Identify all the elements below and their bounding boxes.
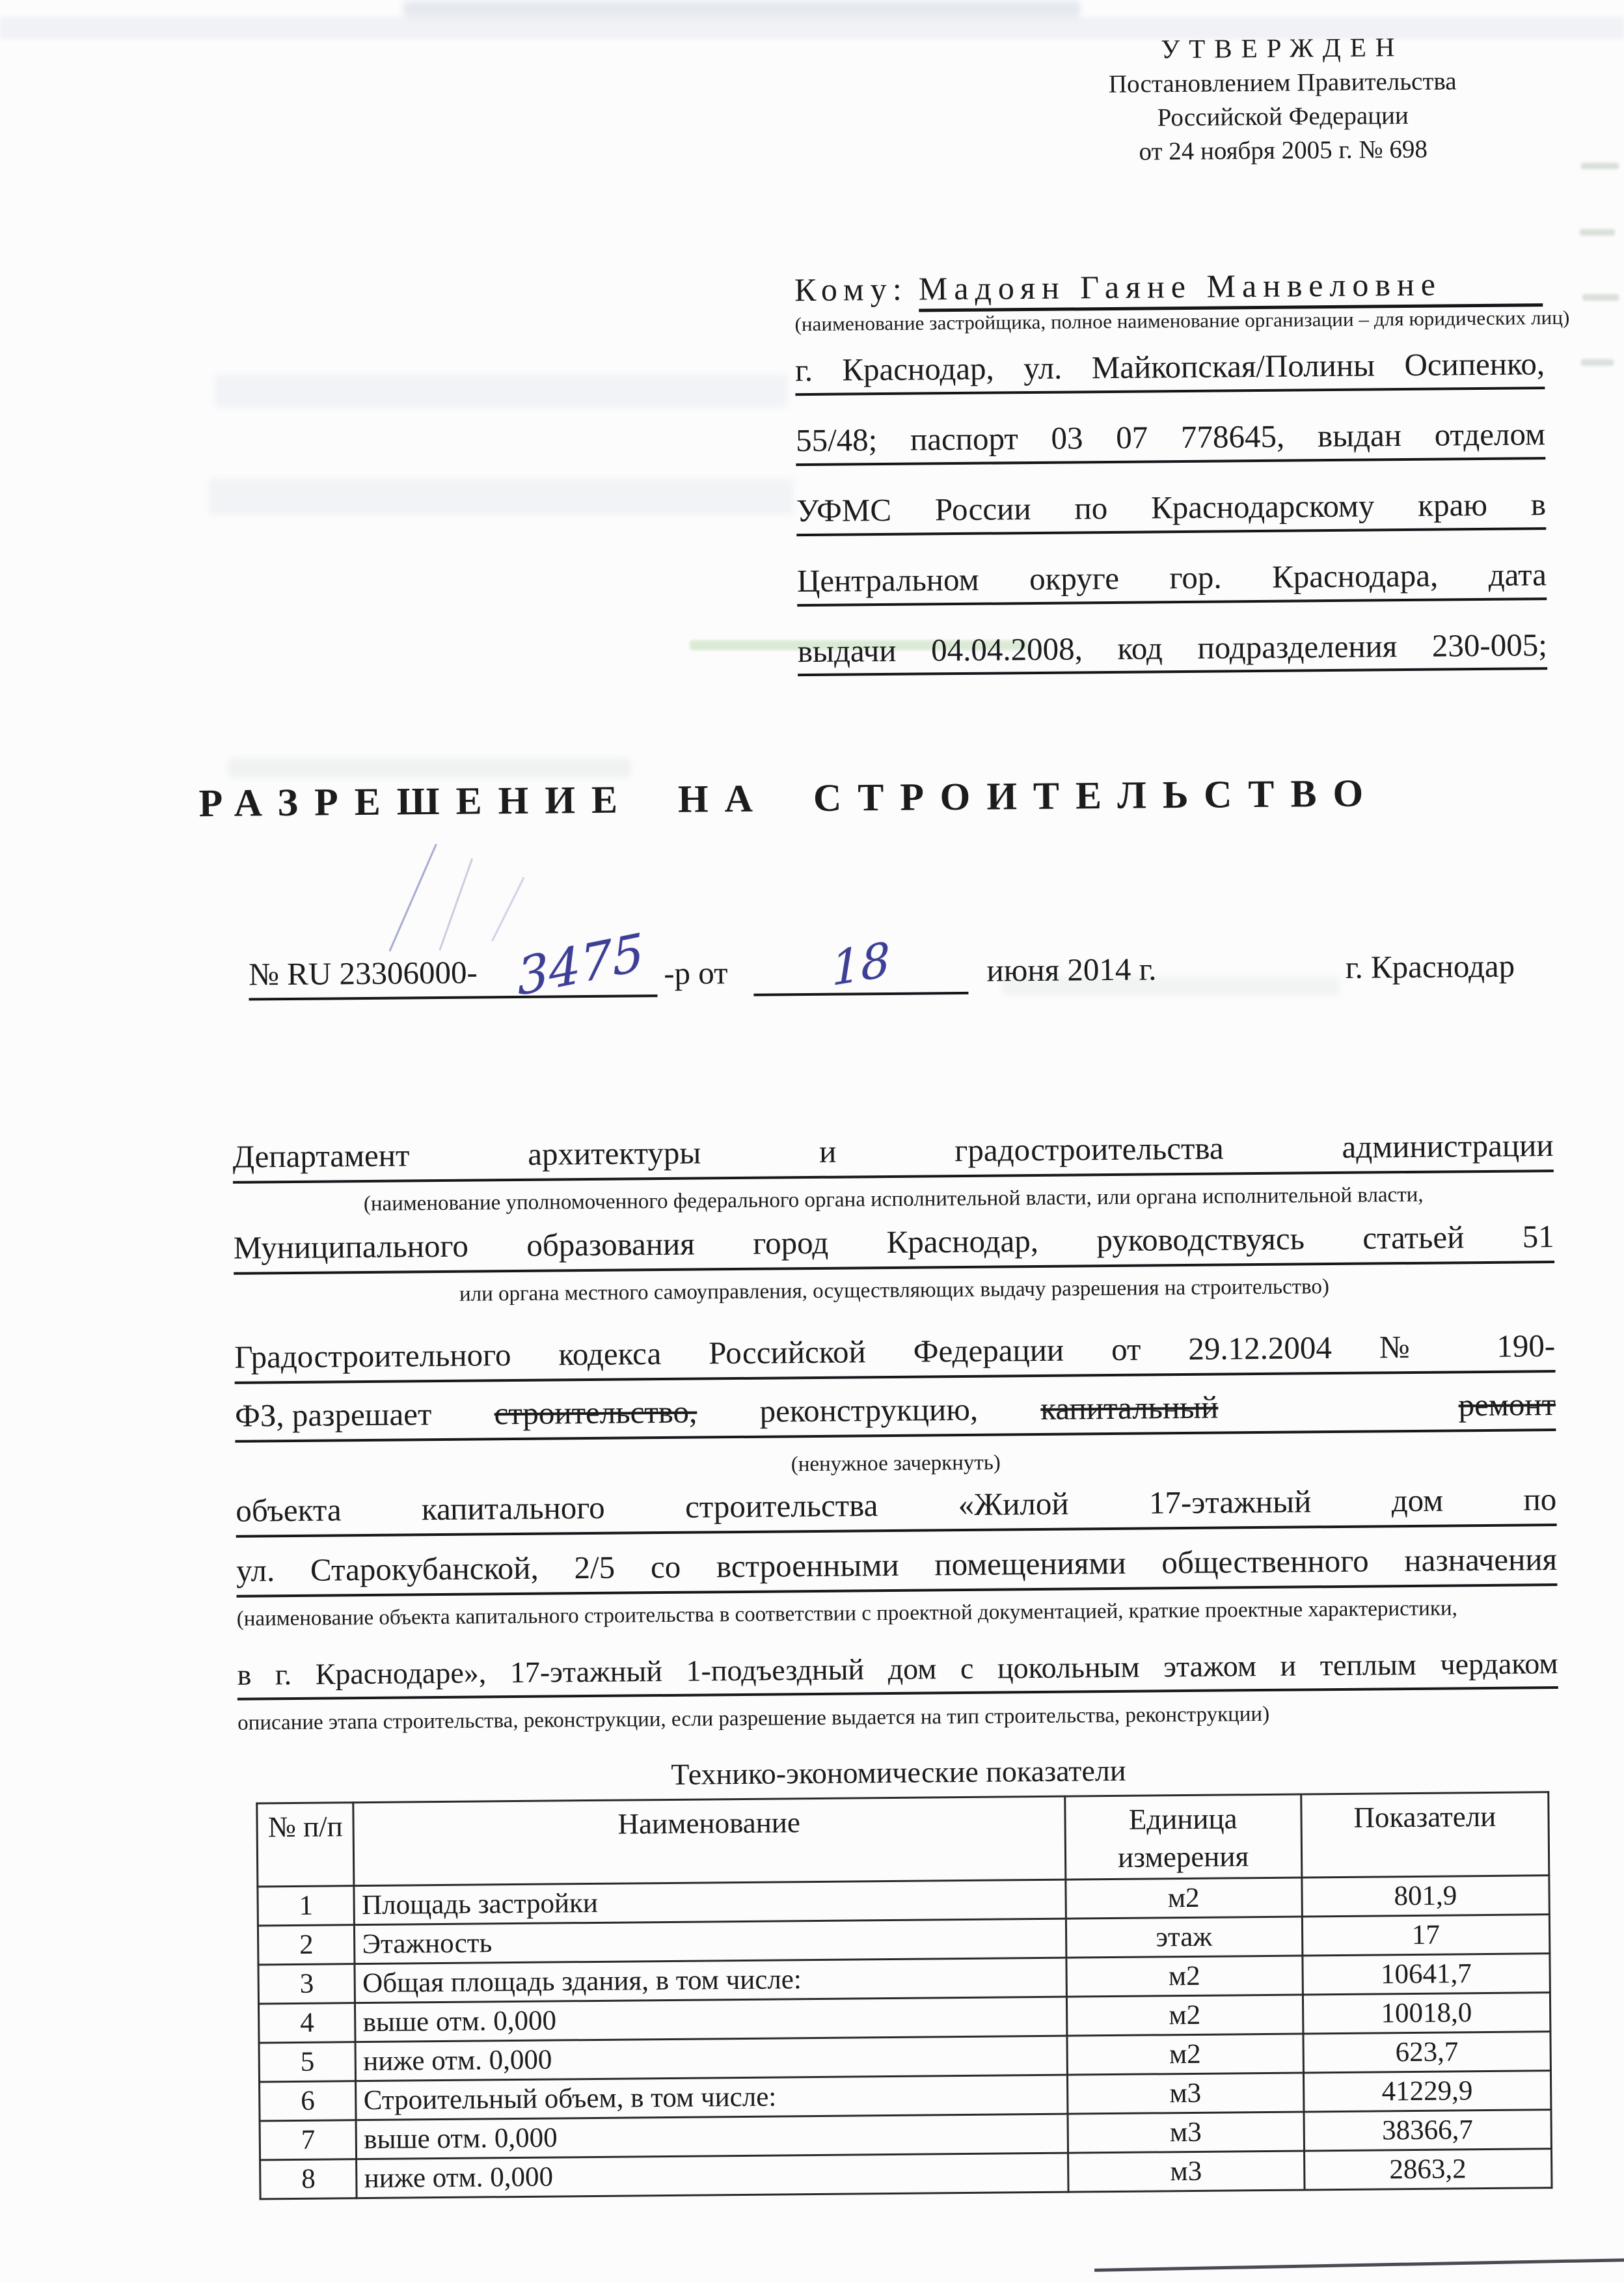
row-name: ниже отм. 0,000 [355, 2036, 1067, 2081]
row-name: Общая площадь здания, в том числе: [355, 1958, 1066, 2003]
issuing-authority-line: Департамент архитектуры и градостроительства администрации [232, 1127, 1554, 1184]
recipient-line [794, 264, 1543, 313]
pen-stroke-artifact [491, 877, 525, 942]
column-header-unit: Единица измерения [1064, 1794, 1301, 1880]
handwritten-permit-number: 3475 [515, 923, 646, 1008]
row-name: ниже отм. 0,000 [357, 2153, 1068, 2198]
recipient-hint: (наименование застройщика, полное наименование организации – для юридических лиц) [794, 307, 1570, 336]
object-description-line: в г. Краснодаре», 17-этажный 1-подъездный дом с цокольным этажом и теплым чердаком [237, 1647, 1558, 1701]
row-name: выше отм. 0,000 [357, 2114, 1068, 2159]
row-value: 2863,2 [1304, 2149, 1552, 2190]
pen-stroke-artifact [388, 843, 437, 951]
object-description-hint: описание этапа строительства, реконструкции, если разрешение выдается на тип строительства, реконструкции) [237, 1702, 1270, 1735]
permit-number-line [248, 923, 1522, 1008]
permit-action-capital: капитальный [1040, 1389, 1219, 1427]
municipality-hint: или органа местного самоуправления, осуществляющих выдачу разрешения на строительство) [459, 1275, 1330, 1306]
row-unit: м2 [1066, 1956, 1303, 1997]
address-line: выдачи 04.04.2008, код подразделения 230-005; [798, 627, 1548, 677]
row-number: 3 [258, 1964, 355, 2004]
row-number: 4 [258, 2003, 355, 2043]
recipient-name: Мадоян Гаяне Манвеловне [919, 264, 1543, 312]
strike-unneeded-hint: (ненужное зачеркнуть) [791, 1451, 1001, 1477]
permit-date-blank [754, 931, 969, 997]
row-number: 8 [260, 2159, 357, 2199]
row-number: 1 [258, 1886, 355, 1926]
municipality-line: Муниципального образования город Краснодар, руководствуясь статьей 51 [234, 1218, 1555, 1275]
row-value: 38366,7 [1303, 2110, 1551, 2151]
permit-number-suffix: -р от [663, 954, 728, 991]
row-unit: этаж [1066, 1917, 1302, 1958]
permit-number-prefix [248, 923, 658, 1008]
object-name-hint: (наименование объекта капитального строительства в соответствии с проектной документацией, краткие проектные характеристики, [236, 1596, 1457, 1631]
row-value: 41229,9 [1303, 2071, 1551, 2112]
row-number: 7 [260, 2120, 357, 2160]
recipient-address-block [795, 346, 1548, 704]
permit-action-allows: ФЗ, разрешает [234, 1396, 432, 1434]
permit-month-year: июня 2014 г. [986, 951, 1157, 989]
address-line: 55/48; паспорт 03 07 778645, выдан отделом [796, 417, 1546, 466]
permit-number-prefix-text: № RU 23306000- [248, 954, 478, 992]
permit-action-capital-repair-struck [1040, 1386, 1556, 1427]
row-name: Площадь застройки [354, 1880, 1066, 1925]
row-value: 10641,7 [1302, 1954, 1550, 1995]
column-header-value: Показатели [1301, 1792, 1549, 1878]
permit-action-reconstruction: реконструкцию, [759, 1391, 979, 1429]
row-name: Этажность [355, 1919, 1066, 1964]
permit-action-repair: ремонт [1458, 1386, 1556, 1423]
row-value: 10018,0 [1303, 1993, 1550, 2034]
column-header-name: Наименование [353, 1796, 1065, 1886]
row-unit: м3 [1068, 2151, 1304, 2192]
indicators-table [256, 1791, 1552, 2200]
permit-action-line [235, 1386, 1556, 1443]
object-name-line-1: объекта капитального строительства «Жилой 17-этажный дом по [236, 1481, 1557, 1538]
issuing-authority-hint: (наименование уполномоченного федерального органа исполнительной власти, или органа исполнительной власти, [363, 1183, 1424, 1216]
row-value: 801,9 [1301, 1876, 1549, 1917]
approval-heading: УТВЕРЖДЕН [1161, 32, 1404, 64]
approval-line: Постановлением Правительства [1108, 67, 1457, 98]
approval-line: Российской Федерации [1157, 101, 1409, 132]
column-header-number: № п/п [257, 1803, 355, 1887]
row-unit: м2 [1066, 1995, 1303, 2036]
approval-block [1028, 27, 1538, 170]
object-name-line-2: ул. Старокубанской, 2/5 со встроенными помещениями общественного назначения [236, 1541, 1558, 1598]
row-unit: м2 [1066, 1878, 1302, 1919]
approval-line: от 24 ноября 2005 г. № 698 [1139, 135, 1428, 166]
handwritten-day: 18 [831, 931, 891, 997]
row-unit: м2 [1067, 2034, 1303, 2075]
permit-city: г. Краснодар [1345, 948, 1515, 985]
row-unit: м3 [1067, 2073, 1303, 2114]
row-value: 17 [1302, 1915, 1550, 1956]
permit-action-construction-struck: строительство, [494, 1393, 697, 1432]
pen-stroke-artifact [439, 858, 473, 951]
row-unit: м3 [1068, 2112, 1304, 2153]
recipient-label: Кому: [794, 270, 909, 308]
document-title: РАЗРЕШЕНИЕ НА СТРОИТЕЛЬСТВО [198, 771, 1380, 825]
table-title: Технико-экономические показатели [671, 1753, 1126, 1791]
row-name: Строительный объем, в том числе: [356, 2075, 1068, 2120]
table-header-row [257, 1792, 1549, 1887]
row-number: 5 [259, 2042, 356, 2082]
address-line: Центральном округе гор. Краснодара, дата [797, 557, 1547, 607]
address-line: УФМС России по Краснодарскому краю в [796, 487, 1547, 536]
code-reference-line: Градостроительного кодекса Российской Федерации от 29.12.2004 № 190- [234, 1328, 1556, 1384]
address-line: г. Краснодар, ул. Майкопская/Полины Осипенко, [795, 346, 1545, 396]
row-number: 6 [260, 2081, 357, 2121]
row-name: выше отм. 0,000 [355, 1997, 1067, 2042]
row-value: 623,7 [1303, 2032, 1550, 2073]
row-number: 2 [258, 1925, 355, 1965]
